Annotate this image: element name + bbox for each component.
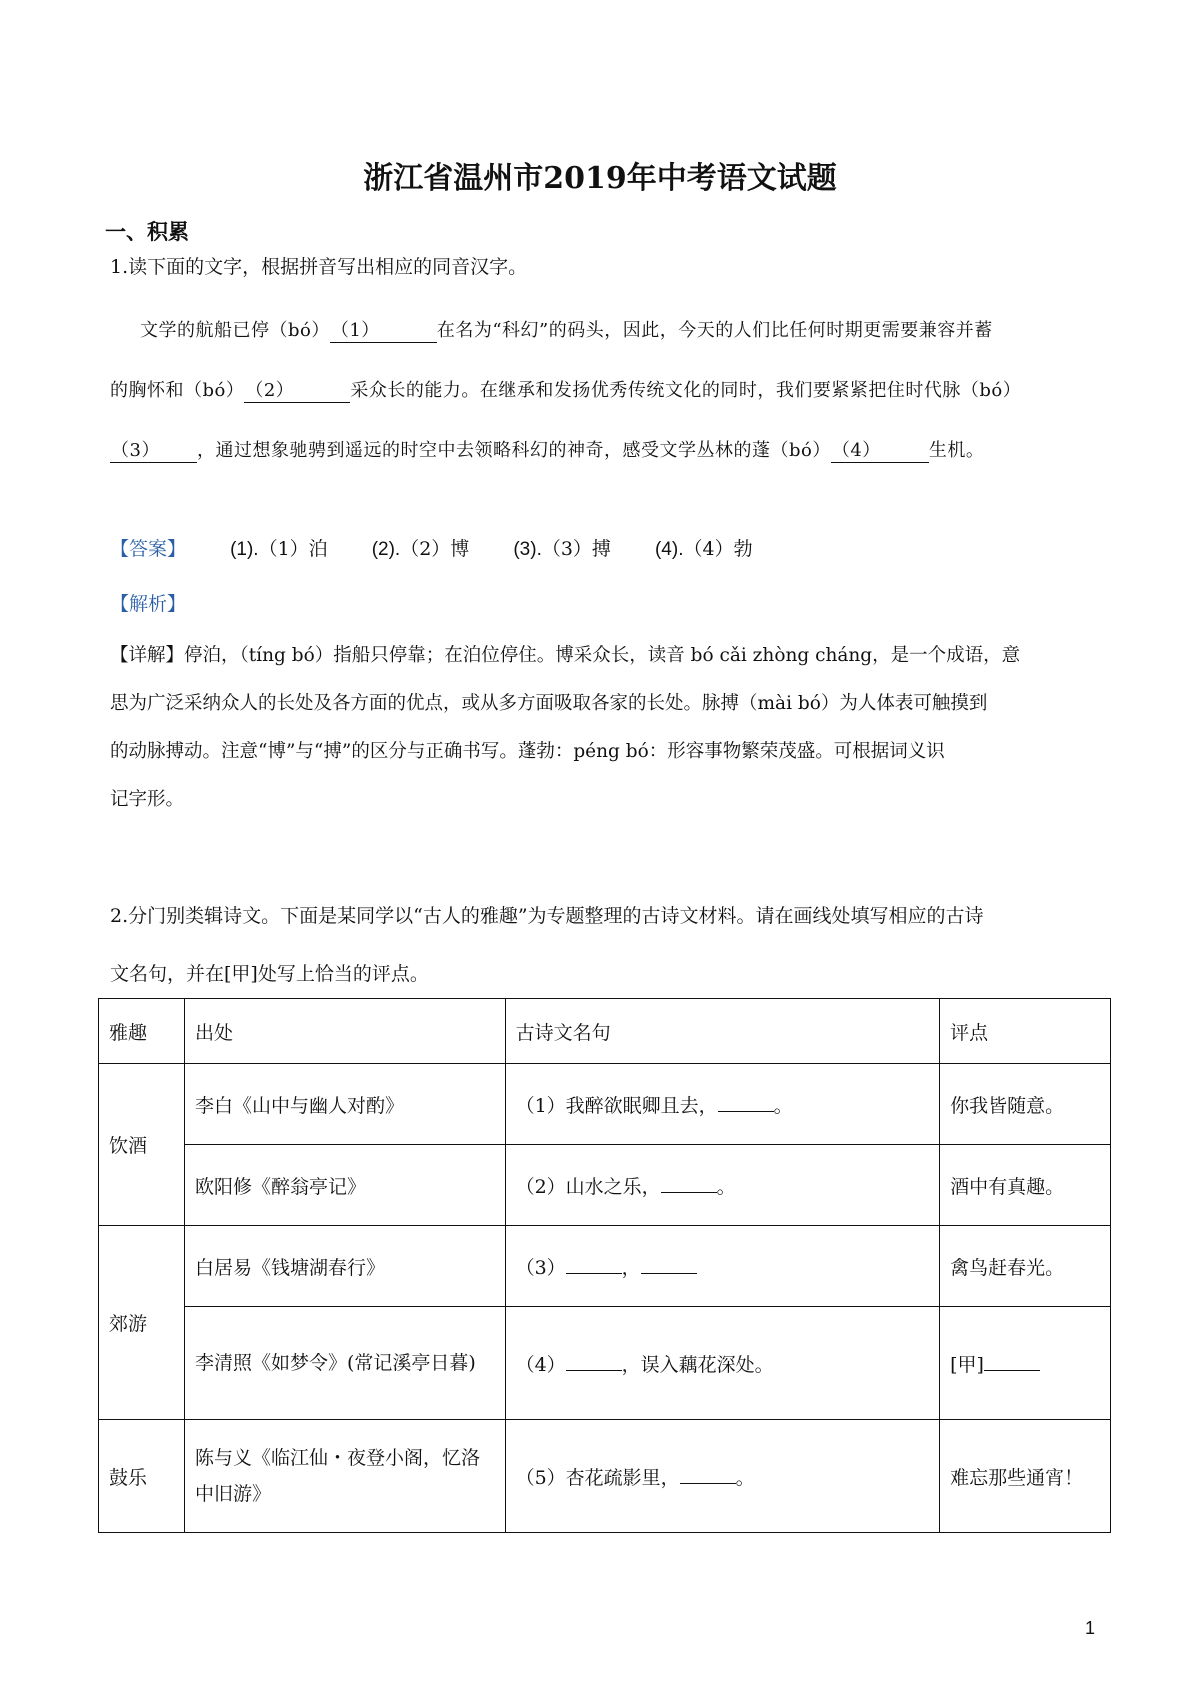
source-cell: 李清照《如梦令》(常记溪亭日暮)	[184, 1307, 505, 1420]
fill-blank	[718, 1093, 774, 1112]
answer-item: (3).（3）搏	[513, 538, 611, 560]
fill-blank-jia	[984, 1352, 1040, 1371]
quote-cell: （5）杏花疏影里， 。	[505, 1420, 940, 1533]
passage-line-3	[110, 436, 984, 463]
detail-line-3: 的动脉搏动。注意“博”与“搏”的区分与正确书写。蓬勃：péng bó：形容事物繁荣茂盛。可根据词义识	[110, 741, 945, 762]
passage-text: 文学的航船已停（bó）	[140, 320, 330, 341]
fill-blank	[680, 1465, 736, 1484]
comment-cell: 酒中有真趣。	[940, 1145, 1111, 1226]
table-row	[99, 1226, 1111, 1307]
quote-cell: （1）我醉欲眠卿且去， 。	[505, 1064, 940, 1145]
passage-text: 生机。	[928, 440, 985, 461]
fill-blank-3: （3）	[110, 436, 197, 463]
source-cell: 陈与义《临江仙・夜登小阁，忆洛中旧游》	[184, 1420, 505, 1533]
passage-line-2	[110, 376, 1021, 403]
fill-blank	[661, 1174, 717, 1193]
answer-row	[110, 534, 753, 561]
fill-blank-1: （1）	[330, 316, 437, 343]
header-cell: 雅趣	[99, 999, 185, 1064]
poem-table	[98, 998, 1111, 1533]
quote-cell: （4） ，误入藕花深处。	[505, 1307, 940, 1420]
header-cell: 出处	[184, 999, 505, 1064]
quote-cell: （2）山水之乐， 。	[505, 1145, 940, 1226]
fill-blank	[641, 1255, 697, 1274]
question-2-prompt-line-1: 2.分门别类辑诗文。下面是某同学以“古人的雅趣”为专题整理的古诗文材料。请在画线处填写相应的古诗	[110, 905, 984, 927]
group-cell: 饮酒	[99, 1064, 185, 1226]
comment-cell: 你我皆随意。	[940, 1064, 1111, 1145]
table-row	[99, 1307, 1111, 1420]
passage-text: 在名为“科幻”的码头，因此，今天的人们比任何时期更需要兼容并蓄	[436, 320, 993, 341]
detail-line-4: 记字形。	[110, 789, 185, 810]
answer-item: (2).（2）博	[371, 538, 470, 560]
passage-text: 采众长的能力。在继承和发扬优秀传统文化的同时，我们要紧紧把住时代脉（bó）	[350, 380, 1022, 401]
detail-line-2: 思为广泛采纳众人的长处及各方面的优点，或从多方面吸取各家的长处。脉搏（mài bó）为人体表可触摸到	[110, 693, 988, 714]
quote-cell: （3） ，	[505, 1226, 940, 1307]
group-cell: 郊游	[99, 1226, 185, 1420]
comment-cell: 难忘那些通宵！	[940, 1420, 1111, 1533]
page-number: 1	[1085, 1618, 1096, 1638]
header-cell: 古诗文名句	[505, 999, 940, 1064]
header-cell: 评点	[940, 999, 1111, 1064]
comment-cell: [甲]	[940, 1307, 1111, 1420]
passage-text: ，通过想象驰骋到遥远的时空中去领略科幻的神奇，感受文学丛林的蓬（bó）	[197, 440, 831, 461]
question-2-prompt-line-2: 文名句，并在[甲]处写上恰当的评点。	[110, 963, 429, 985]
group-cell: 鼓乐	[99, 1420, 185, 1533]
table-row	[99, 1420, 1111, 1533]
table-row	[99, 1064, 1111, 1145]
source-cell: 李白《山中与幽人对酌》	[184, 1064, 505, 1145]
answer-tag: 【答案】	[110, 538, 187, 560]
question-1-prompt: 1.读下面的文字，根据拼音写出相应的同音汉字。	[110, 256, 528, 278]
fill-blank	[566, 1352, 622, 1371]
page-title: 浙江省温州市2019年中考语文试题	[363, 161, 837, 196]
table-row	[99, 1145, 1111, 1226]
answer-item: (4).（4）勃	[654, 538, 753, 560]
source-cell: 欧阳修《醉翁亭记》	[184, 1145, 505, 1226]
comment-cell: 禽鸟赶春光。	[940, 1226, 1111, 1307]
passage-text: 的胸怀和（bó）	[110, 380, 245, 401]
fill-blank-2: （2）	[244, 376, 350, 403]
source-cell: 白居易《钱塘湖春行》	[184, 1226, 505, 1307]
fill-blank	[566, 1255, 622, 1274]
table-header-row	[99, 999, 1111, 1064]
passage-line-1	[140, 316, 993, 343]
detail-line-1: 【详解】停泊，（tíng bó）指船只停靠；在泊位停住。博采众长，读音 bó cǎi zhòng cháng，是一个成语，意	[110, 645, 1021, 666]
analysis-tag: 【解析】	[110, 593, 187, 615]
answer-item: (1).（1）泊	[230, 538, 328, 560]
section-heading: 一、积累	[105, 219, 189, 244]
fill-blank-4: （4）	[831, 436, 929, 463]
